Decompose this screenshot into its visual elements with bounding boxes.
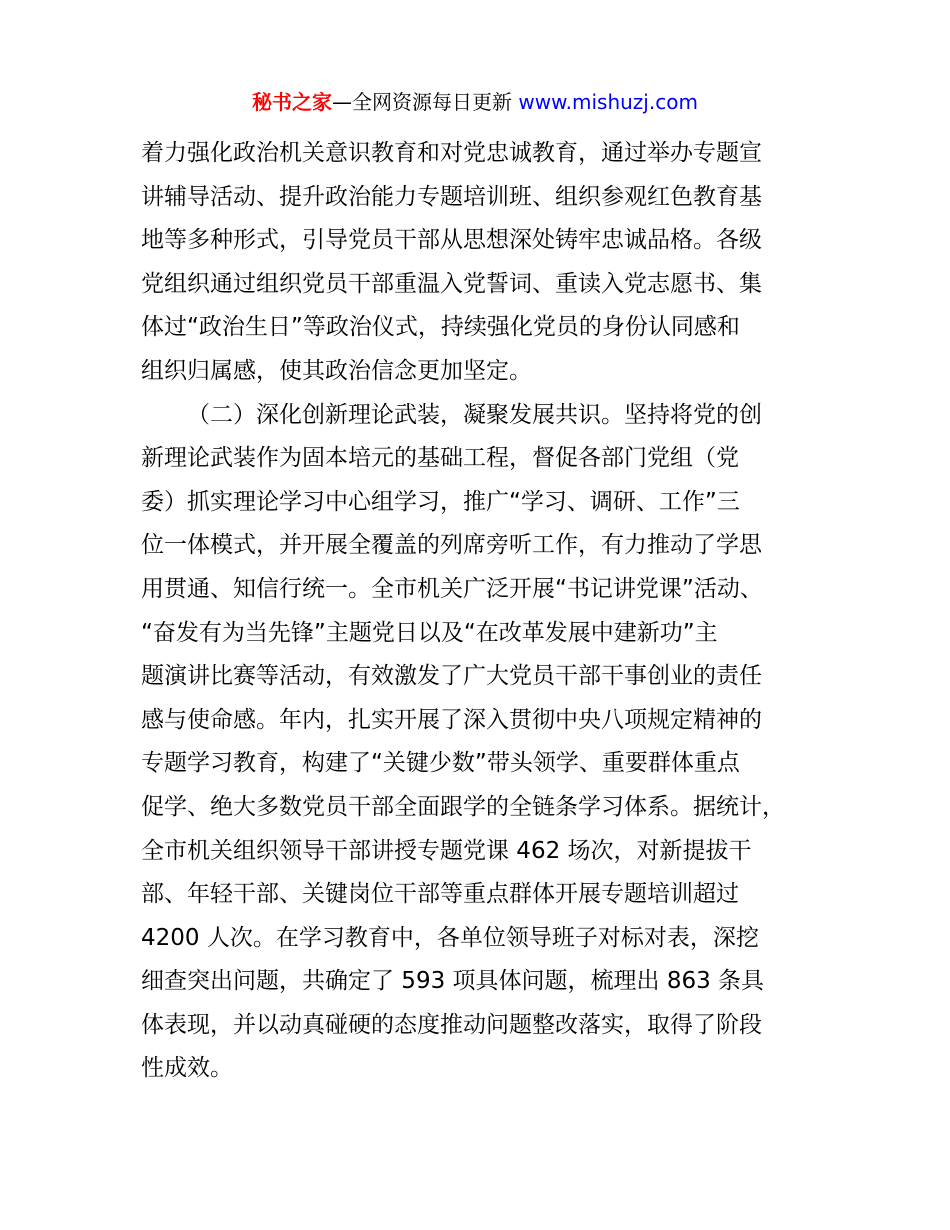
text-line: 委）抓实理论学习中心组学习，推广“学习、调研、工作”三 bbox=[141, 488, 740, 515]
text-line: 全市机关组织领导干部讲授专题党课 462 场次，对新提拔干 bbox=[141, 837, 752, 864]
text-line: 题演讲比赛等活动，有效激发了广大党员干部干事创业的责任 bbox=[141, 663, 762, 690]
document-body bbox=[141, 132, 831, 1091]
text-line: 着力强化政治机关意识教育和对党忠诚教育，通过举办专题宣 bbox=[141, 140, 762, 166]
text-line: 新理论武装作为固本培元的基础工程，督促各部门党组（党 bbox=[141, 445, 739, 472]
header-tagline: —全网资源每日更新 bbox=[332, 90, 519, 114]
text-line: 组织归属感，使其政治信念更加坚定。 bbox=[141, 357, 532, 384]
text-line: 4200 人次。在学习教育中，各单位领导班子对标对表，深挖 bbox=[141, 924, 759, 951]
text-line: 党组织通过组织党员干部重温入党誓词、重读入党志愿书、集 bbox=[141, 270, 762, 297]
text-line: 细查突出问题，共确定了 593 项具体问题，梳理出 863 条具 bbox=[141, 968, 765, 995]
text-line: （二）深化创新理论武装，凝聚发展共识。坚持将党的创 bbox=[187, 401, 762, 428]
text-line: 地等多种形式，引导党员干部从思想深处铸牢忠诚品格。各级 bbox=[141, 227, 762, 254]
text-line: 促学、绝大多数党员干部全面跟学的全链条学习体系。据统计， bbox=[141, 793, 785, 820]
text-line: 体过“政治生日”等政治仪式，持续强化党员的身份认同感和 bbox=[141, 314, 740, 341]
text-line: 位一体模式，并开展全覆盖的列席旁听工作，有力推动了学思 bbox=[141, 532, 762, 559]
text-line: 性成效。 bbox=[141, 1055, 233, 1082]
page-header bbox=[0, 88, 950, 116]
text-line: 专题学习教育，构建了“关键少数”带头领学、重要群体重点 bbox=[141, 750, 740, 777]
website-link[interactable]: www.mishuzj.com bbox=[518, 90, 698, 114]
text-line: 用贯通、知信行统一。全市机关广泛开展“书记讲党课”活动、 bbox=[141, 575, 763, 602]
text-line: “奋发有为当先锋”主题党日以及“在改革发展中建新功”主 bbox=[141, 619, 718, 646]
text-line: 感与使命感。年内，扎实开展了深入贯彻中央八项规定精神的 bbox=[141, 706, 762, 733]
text-line: 讲辅导活动、提升政治能力专题培训班、组织参观红色教育基 bbox=[141, 183, 762, 210]
text-line: 体表现，并以动真碰硬的态度推动问题整改落实，取得了阶段 bbox=[141, 1011, 762, 1038]
brand-name: 秘书之家 bbox=[252, 90, 333, 114]
text-line: 部、年轻干部、关键岗位干部等重点群体开展专题培训超过 bbox=[141, 881, 739, 908]
paragraph-1 bbox=[141, 132, 831, 394]
paragraph-2 bbox=[141, 394, 831, 1092]
